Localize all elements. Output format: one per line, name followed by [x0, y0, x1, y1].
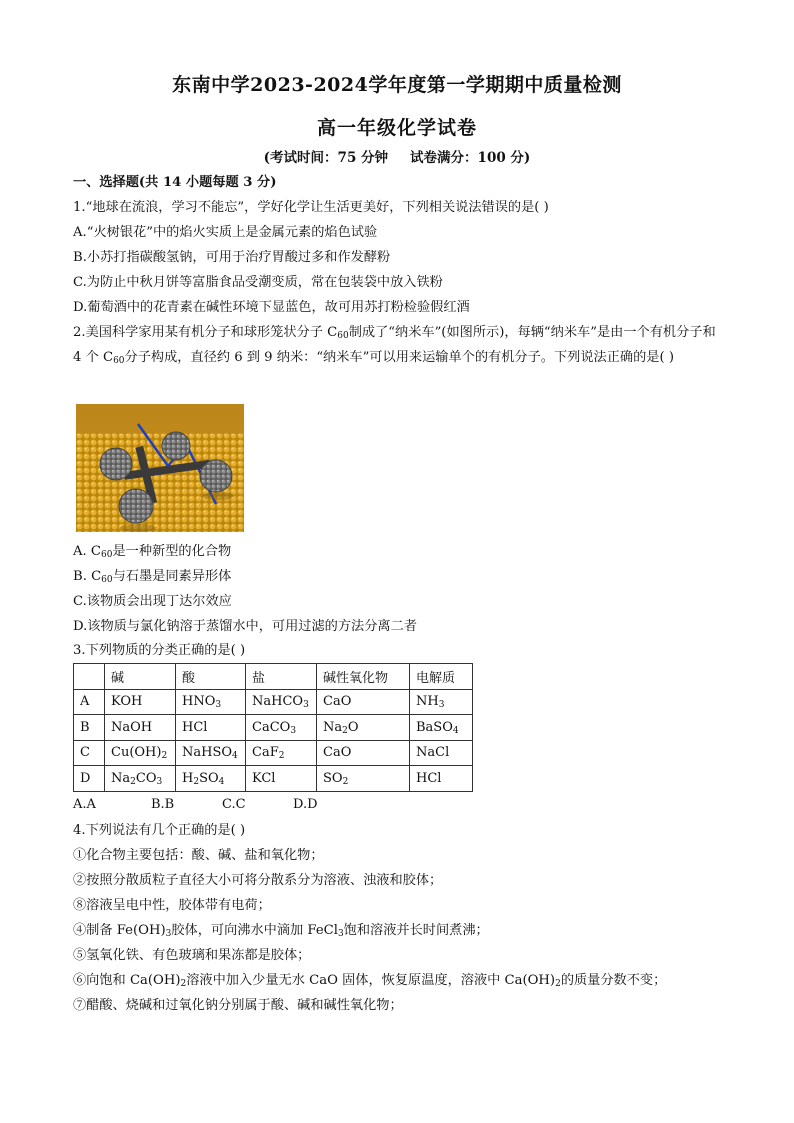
table-header-row [74, 664, 473, 690]
q1-option-a: A.“火树银花”中的焰火实质上是金属元素的焰色试验 [73, 225, 378, 240]
table-cell: BaSO$_4$ [410, 715, 473, 741]
q3-stem: 3.下列物质的分类正确的是( ) [73, 643, 246, 658]
table-row [74, 740, 473, 766]
table-header-cell: 盐 [246, 664, 317, 690]
table-cell: $HNO_3$ [176, 689, 246, 715]
nanocar-image [76, 404, 244, 532]
table-cell: C [74, 740, 105, 766]
exam-info [0, 146, 794, 166]
table-cell: HCl [410, 766, 473, 792]
table-header-cell [74, 664, 105, 690]
q2-option-c: C.该物质会出现丁达尔效应 [73, 594, 232, 609]
q4-statement-6: ⑥向饱和 $Ca(OH)_2$溶液中加入少量无水 CaO 固体，恢复原温度，溶液中 $Ca(OH)_2$的质量分数不变； [73, 973, 667, 989]
q2-option-a: A. $C_{60}$是一种新型的化合物 [73, 544, 232, 560]
table-cell: HCl [176, 715, 246, 741]
table-cell: A [74, 689, 105, 715]
table-row [74, 715, 473, 741]
q4-statement-2: ②按照分散质粒子直径大小可将分散系分为溶液、浊液和胶体； [73, 873, 443, 888]
table-cell: CaO [317, 689, 410, 715]
q1-option-d: D.葡萄酒中的花青素在碱性环境下显蓝色，故可用苏打粉检验假红酒 [73, 300, 470, 315]
q3-options [73, 797, 318, 812]
table-cell: CaCO$_3$ [246, 715, 317, 741]
classification-table [73, 663, 473, 792]
q3-option-b: B.B [151, 797, 175, 812]
table-cell: $SO_2$ [317, 766, 410, 792]
table-cell: B [74, 715, 105, 741]
table-cell: KOH [105, 689, 176, 715]
table-cell: $NH_3$ [410, 689, 473, 715]
q3-option-d: D.D [293, 797, 318, 812]
table-cell: NaHCO$_3$ [246, 689, 317, 715]
table-header-cell: 碱 [105, 664, 176, 690]
table-cell: CaO [317, 740, 410, 766]
table-row [74, 689, 473, 715]
table-cell: NaOH [105, 715, 176, 741]
q4-statement-4: ④制备 $Fe(OH)_3$胶体，可向沸水中滴加 FeCl$_3$饱和溶液并长时间煮沸； [73, 923, 489, 939]
q2-option-b: B. $C_{60}$与石墨是同素异形体 [73, 569, 232, 585]
q3-option-c: C.C [222, 797, 246, 812]
q4-statement-1: ①化合物主要包括：酸、碱、盐和氧化物； [73, 848, 324, 863]
school-title: 东南中学2023-2024学年度第一学期期中质量检测 [172, 74, 622, 96]
table-cell: CaF$_2$ [246, 740, 317, 766]
table-cell: KCl [246, 766, 317, 792]
table-cell: NaHSO$_4$ [176, 740, 246, 766]
table-cell: D [74, 766, 105, 792]
table-cell: $Na_2O$ [317, 715, 410, 741]
q4-statement-5: ⑤氢氧化铁、有色玻璃和果冻都是胶体； [73, 948, 311, 963]
table-header-cell: 酸 [176, 664, 246, 690]
table-cell: NaCl [410, 740, 473, 766]
section-heading: 一、选择题(共 14 小题每题 3 分) [73, 175, 277, 190]
table-header-cell: 电解质 [410, 664, 473, 690]
table-header-cell: 碱性氧化物 [317, 664, 410, 690]
q1-option-c: C.为防止中秋月饼等富脂食品受潮变质，常在包装袋中放入铁粉 [73, 275, 443, 290]
q4-statement-3: ⑧溶液呈电中性，胶体带有电荷； [73, 898, 271, 913]
paper-title: 高一年级化学试卷 [316, 117, 477, 139]
table-cell: $Na_2CO_3$ [105, 766, 176, 792]
table-row [74, 766, 473, 792]
q3-option-a: A.A [73, 797, 96, 812]
q4-statement-7: ⑦醋酸、烧碱和过氧化钠分别属于酸、碱和碱性氧化物； [73, 998, 403, 1013]
table-cell: $H_2SO_4$ [176, 766, 246, 792]
q2-stem: 2.美国科学家用某有机分子和球形笼状分子 $C_{60}$制成了“纳米车”(如图所示)，每辆“纳米车”是由一个有机分子和4 个 $C_{60}$分子构成，直径约 6 到 9 纳米：“纳米车”可以用来运输单个的有机分子。下列说法正确的是( ) [73, 325, 716, 366]
q4-stem: 4.下列说法有几个正确的是( ) [73, 823, 246, 838]
table-cell: $Cu(OH)_2$ [105, 740, 176, 766]
exam-time: (考试时间：75 分钟 [263, 150, 389, 166]
q2-option-d: D.该物质与氯化钠溶于蒸馏水中，可用过滤的方法分离二者 [73, 619, 417, 634]
exam-score: 试卷满分：100 分) [410, 150, 531, 166]
q1-stem: 1.“地球在流浪，学习不能忘”，学好化学让生活更美好，下列相关说法错误的是( ) [73, 200, 549, 215]
q1-option-b: B.小苏打指碳酸氢钠，可用于治疗胃酸过多和作发酵粉 [73, 250, 391, 265]
